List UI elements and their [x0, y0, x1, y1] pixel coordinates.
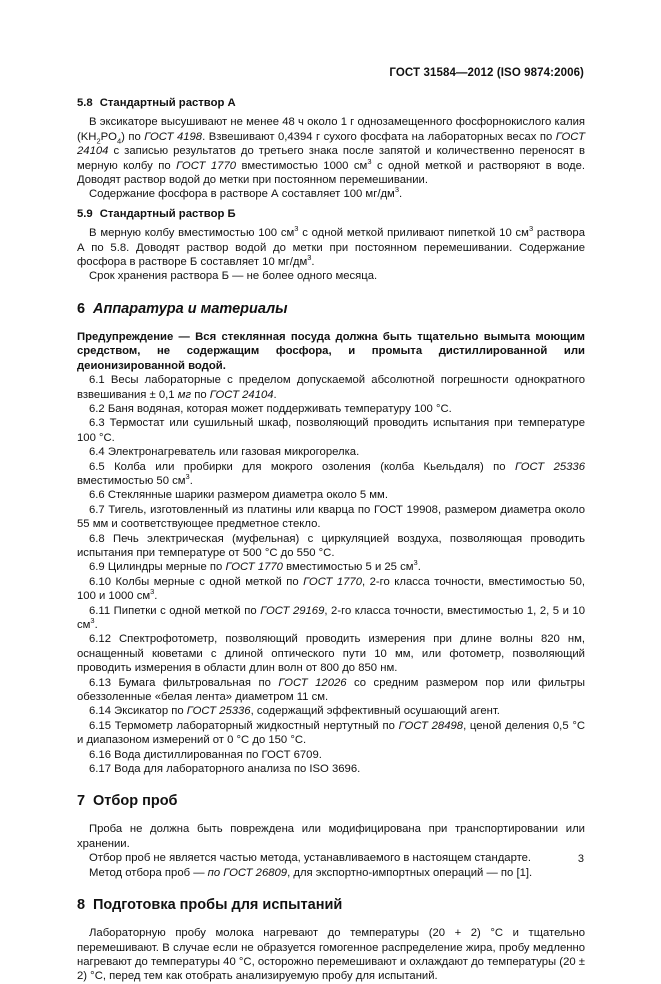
subsection-title: Стандартный раствор Б — [99, 207, 236, 220]
list-item: 6.12 Спектрофотометр, позволяющий проводить измерения при длине волны 820 нм, оснащенный кюветами с длиной оптического пути 10 мм, или фотометр, позволяющий проводить измерения в области длин волн от 800 до 850 нм. — [77, 633, 585, 675]
document-header: ГОСТ 31584—2012 (ISO 9874:2006) — [389, 67, 584, 79]
list-item: 6.3 Термостат или сушильный шкаф, позволяющий проводить испытания при температуре 100 °С. — [77, 417, 585, 444]
standard-reference: по ГОСТ 26809 — [207, 866, 288, 879]
standard-reference: ГОСТ 1770 — [176, 159, 237, 172]
list-item: 6.14 Эксикатор по ГОСТ 25336, содержащий эффективный осушающий агент. — [89, 705, 500, 718]
list-item: 6.7 Тигель, изготовленный из платины или кварца по ГОСТ 19908, размером диаметра около 55 мм и соответствующее предметное стекло. — [77, 503, 585, 531]
paragraph: В мерную колбу вместимостью 100 $см^3$ с одной меткой приливают пипеткой 10 $см^3$ раствора А по 5.8. Доводят раствор водой до метки при постоянном перемешивании. Содержание фосфора в растворе Б составляет 10 $мг/дм^3$. — [77, 224, 585, 269]
paragraph: Содержание фосфора в растворе А составляет 100 $мг/дм^3$. — [89, 185, 403, 201]
subsection-number: 5.8 — [77, 97, 93, 109]
standard-reference: ГОСТ 1770 — [303, 575, 362, 588]
subsection-5-9-heading — [77, 207, 585, 221]
list-item: 6.10 Колбы мерные с одной меткой по ГОСТ 1770, 2-го класса точности, вместимостью 50, 100 и 1000 $см^3$. — [77, 575, 586, 603]
subsection-number: 5.9 — [77, 207, 93, 220]
section-title: Подготовка пробы для испытаний — [93, 897, 343, 914]
list-item: 6.15 Термометр лабораторный жидкостный нертутный по ГОСТ 28498, ценой деления 0,5 °С и диапазоном измерений от 0 °С до 150 °С. — [77, 719, 586, 747]
section-8-heading — [77, 896, 585, 914]
standard-reference: ГОСТ 1770 — [225, 561, 283, 574]
page-number: 3 — [577, 853, 584, 865]
list-item: 6.5 Колба или пробирки для мокрого озоления (колба Кьельдаля) по ГОСТ 25336 вместимостью 50 $см^3$. — [77, 460, 585, 487]
section-title: Аппаратура и материалы — [93, 300, 288, 317]
list-item: 6.4 Электронагреватель или газовая микрогорелка. — [89, 446, 360, 459]
standard-reference: ГОСТ 28498 — [398, 719, 464, 732]
paragraph: Метод отбора проб — по ГОСТ 26809, для экспортно-импортных операций — по [1]. — [89, 866, 533, 879]
standard-reference: ГОСТ 4198 — [144, 130, 203, 143]
section-6-heading — [77, 300, 585, 318]
paragraph: Лабораторную пробу молока нагревают до температуры (20 + 2) °С и тщательно перемешивают. В случае если не образуется гомогенное распределение жира, пробу медленно нагревают до температуры 40 °С, осторожно перемешивают и охлаждают до температуры (20 ± 2) °С, перед тем как отобрать анализируемую пробу для испытаний. — [77, 927, 585, 983]
document-content — [77, 96, 585, 984]
standard-reference: ГОСТ 29169 — [260, 604, 325, 617]
list-item: 6.8 Печь электрическая (муфельная) с циркуляцией воздуха, позволяющая проводить испытания при температуре от 500 °С до 550 °С. — [77, 532, 585, 559]
standard-reference: ГОСТ 25336 — [514, 460, 585, 473]
standard-reference: ГОСТ 12026 — [278, 676, 347, 689]
list-item: 6.9 Цилиндры мерные по ГОСТ 1770 вместимостью 5 и 25 $см^3$. — [89, 558, 421, 574]
section-number: 8 — [77, 897, 86, 914]
warning-note: Предупреждение — Вся стеклянная посуда должна быть тщательно вымыта моющим средством, не содержащим фосфора, и промыта дистиллированной или деионизированной водой. — [77, 330, 585, 372]
section-7-heading — [77, 792, 585, 810]
list-item: 6.1 Весы лабораторные с пределом допускаемой абсолютной погрешности однократного взвешивания ± 0,1 мг по ГОСТ 24104. — [77, 374, 585, 401]
standard-reference: ГОСТ 25336 — [186, 705, 251, 718]
section-number: 6 — [77, 300, 86, 317]
section-title: Отбор проб — [93, 793, 178, 810]
standard-reference: ГОСТ 24104 — [77, 130, 585, 158]
paragraph: Проба не должна быть повреждена или модифицирована при транспортировании или хранении. — [77, 823, 585, 850]
list-item: 6.6 Стеклянные шарики размером диаметра около 5 мм. — [89, 489, 388, 502]
section-number: 7 — [77, 793, 86, 810]
list-item: 6.16 Вода дистиллированная по ГОСТ 6709. — [89, 748, 322, 761]
subsection-title: Стандартный раствор А — [99, 97, 236, 109]
paragraph: В эксикаторе высушивают не менее 48 ч около 1 г однозамещенного фосфорнокислого калия $(KH_2PO_4)$ по ГОСТ 4198. Взвешивают 0,4394 г сухого фосфата на лабораторных весах по ГОСТ 24104 с записью результатов до третьего знака после запятой и количественно переносят в мерную колбу по ГОСТ 1770 вместимостью 1000 $см^3$ с одной меткой и растворяют в воде. Доводят раствор водой до метки при постоянном перемешивании. — [77, 116, 586, 187]
paragraph: Срок хранения раствора Б — не более одного месяца. — [89, 270, 378, 283]
list-item: 6.11 Пипетки с одной меткой по ГОСТ 29169, 2-го класса точности, вместимостью 1, 2, 5 и 10 $см^3$. — [77, 604, 585, 631]
list-item: 6.13 Бумага фильтровальная по ГОСТ 12026 со средним размером пор или фильтры обеззоленные «белая лента» диаметром 11 см. — [77, 676, 586, 704]
list-item: 6.17 Вода для лабораторного анализа по ISO 3696. — [89, 763, 361, 776]
paragraph: Отбор проб не является частью метода, устанавливаемого в настоящем стандарте. — [89, 852, 532, 865]
list-item: 6.2 Баня водяная, которая может поддерживать температуру 100 °С. — [89, 402, 452, 415]
standard-reference: ГОСТ 24104 — [209, 388, 274, 401]
subsection-5-8-heading — [77, 96, 585, 110]
